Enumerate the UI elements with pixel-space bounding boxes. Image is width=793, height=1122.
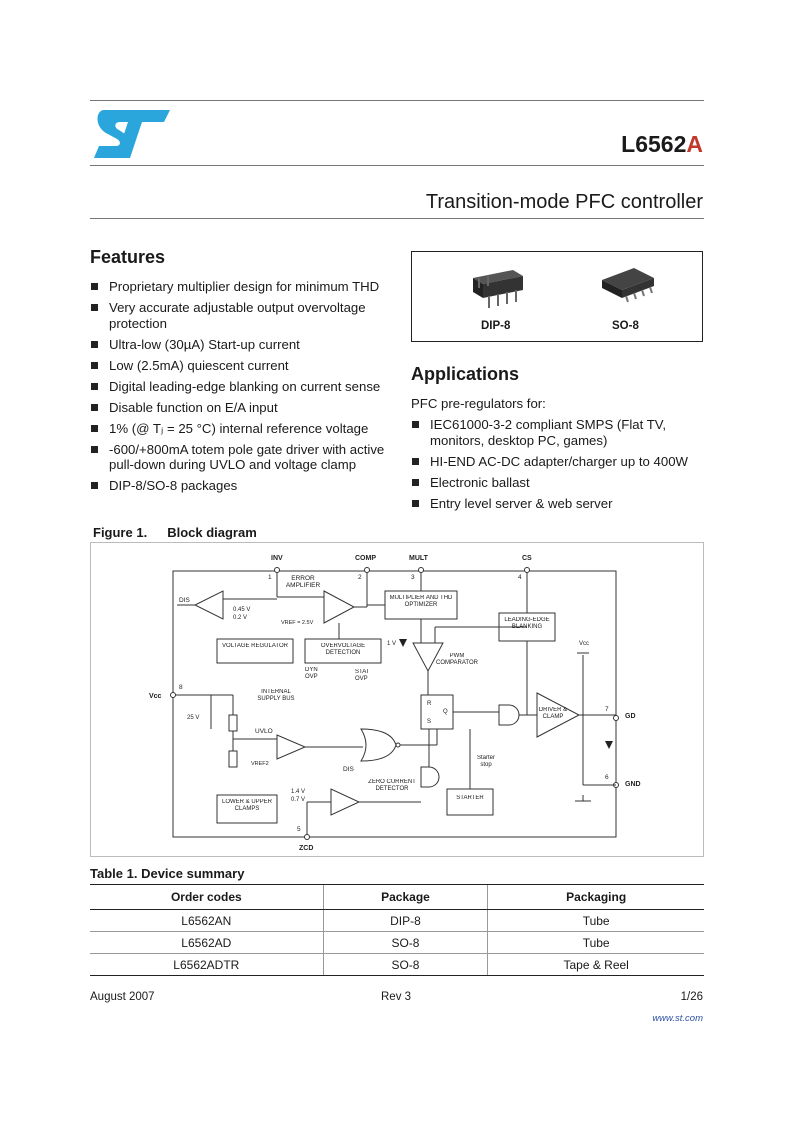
table-cell: Tube — [488, 932, 704, 954]
table-cell: Tape & Reel — [488, 954, 704, 976]
footer-page: 1/26 — [680, 991, 703, 1003]
pin-mult-label: MULT — [409, 555, 428, 562]
list-item: Low (2.5mA) quiescent current — [90, 358, 390, 374]
pin-number: 3 — [411, 574, 415, 581]
rs-flipflop — [421, 695, 453, 729]
pin-inv-label: INV — [271, 555, 283, 562]
uvlo-comparator — [277, 735, 305, 759]
dis-or-label: DIS — [343, 766, 354, 773]
vcc-internal-label: Vcc — [579, 641, 590, 647]
list-item: Very accurate adjustable output overvoltage protection — [90, 300, 390, 331]
applications-list — [411, 417, 704, 517]
resistor — [229, 751, 237, 767]
table-cell: SO-8 — [323, 932, 488, 954]
pin-number: 2 — [358, 574, 362, 581]
list-item: Electronic ballast — [411, 475, 704, 491]
st-logo — [92, 108, 172, 160]
pin-number: 5 — [297, 826, 301, 833]
table-header-row — [90, 885, 704, 910]
v02-label: 0.2 V — [233, 615, 248, 621]
part-number: L6562A — [621, 131, 703, 157]
pin-cs-label: CS — [522, 555, 532, 562]
flipflop-q-label: Q — [443, 709, 448, 715]
dip8-label: DIP-8 — [481, 320, 511, 332]
error-amp-label: ERROR AMPLIFIER — [285, 575, 321, 589]
table-row — [90, 954, 704, 976]
table-cell: L6562AD — [90, 932, 323, 954]
pin-inv — [275, 568, 280, 573]
pin-comp — [365, 568, 370, 573]
features-list — [90, 279, 390, 499]
table-row — [90, 932, 704, 954]
dis-label: DIS — [179, 597, 190, 604]
block-diagram-frame — [90, 542, 704, 857]
table-cell: L6562ADTR — [90, 954, 323, 976]
v1-label: 1 V — [387, 641, 397, 647]
stat-ovp-label: STAT OVP — [355, 669, 370, 682]
table-cell: DIP-8 — [323, 910, 488, 932]
features-title: Features — [90, 247, 166, 267]
vref2-label: VREF2 — [251, 761, 269, 767]
or-gate-bubble — [396, 743, 400, 747]
device-summary-table — [90, 884, 704, 976]
flipflop-r-label: R — [427, 701, 432, 707]
flipflop-s-label: S — [427, 719, 432, 725]
list-item: Digital leading-edge blanking on current sense — [90, 379, 390, 395]
pin-gnd-label: GND — [625, 781, 641, 788]
table-cell: L6562AN — [90, 910, 323, 932]
voltage-regulator-label: VOLTAGE REGULATOR — [222, 643, 288, 649]
doc-subtitle: Transition-mode PFC controller — [425, 191, 703, 213]
vref-label: VREF = 2.5V — [281, 620, 314, 626]
or-gate — [361, 729, 396, 761]
pin-zcd — [305, 835, 310, 840]
list-item: Ultra-low (30µA) Start-up current — [90, 337, 390, 353]
column-header: Package — [323, 885, 488, 910]
website-link[interactable]: www.st.com — [652, 1013, 703, 1024]
pin-gd — [614, 716, 619, 721]
pin-vcc-label: Vcc — [149, 693, 162, 700]
list-item: DIP-8/SO-8 packages — [90, 478, 390, 494]
pin-number: 4 — [518, 574, 522, 581]
resistor — [229, 715, 237, 731]
v045-label: 0.45 V — [233, 607, 251, 613]
block-diagram — [91, 543, 703, 856]
clamps-label: LOWER & UPPER CLAMPS — [221, 799, 272, 812]
column-header: Packaging — [488, 885, 704, 910]
header-rule — [90, 165, 704, 166]
pin-zcd-label: ZCD — [299, 845, 314, 852]
pin-mult — [419, 568, 424, 573]
v25-label: 25 V — [187, 715, 200, 721]
pin-vcc — [171, 693, 176, 698]
internal-bus-label: INTERNAL SUPPLY BUS — [257, 689, 295, 702]
list-item: 1% (@ Tⱼ = 25 °C) internal reference voltage — [90, 421, 390, 437]
list-item: IEC61000-3-2 compliant SMPS (Flat TV, monitors, desktop PC, games) — [411, 417, 704, 448]
pin-number: 6 — [605, 774, 609, 781]
column-header: Order codes — [90, 885, 323, 910]
pin-cs — [525, 568, 530, 573]
leb-label: LEADING-EDGE BLANKING — [504, 617, 550, 630]
applications-title: Applications — [411, 364, 520, 384]
error-amplifier — [324, 591, 354, 623]
so8-label: SO-8 — [612, 320, 639, 332]
pin-comp-label: COMP — [355, 555, 376, 562]
figure-title: Figure 1. Block diagram — [93, 525, 257, 540]
starter-stop-label: Starter stop — [476, 755, 495, 768]
list-item: Disable function on E/A input — [90, 400, 390, 416]
driver-label: DRIVER & CLAMP — [538, 707, 568, 720]
pin-number: 7 — [605, 706, 609, 713]
list-item: HI-END AC-DC adapter/charger up to 400W — [411, 454, 704, 470]
uvlo-label: UVLO — [255, 728, 273, 735]
dyn-ovp-label: DYN OVP — [305, 667, 318, 680]
table-title: Table 1. Device summary — [90, 866, 245, 881]
subtitle-rule — [90, 218, 704, 219]
footer-rev: Rev 3 — [381, 991, 412, 1003]
disable-comparator — [195, 591, 223, 619]
and-gate — [499, 705, 519, 725]
package-box — [411, 251, 703, 342]
footer-date: August 2007 — [90, 991, 155, 1003]
list-item: -600/+800mA totem pole gate driver with active pull-down during UVLO and voltage clamp — [90, 442, 390, 473]
ovp-label: OVERVOLTAGE DETECTION — [320, 643, 366, 656]
starter-label: STARTER — [456, 795, 484, 801]
list-item: Proprietary multiplier design for minimum THD — [90, 279, 390, 295]
zcd-comparator — [331, 789, 359, 815]
list-item: Entry level server & web server — [411, 496, 704, 512]
body-diode — [605, 741, 613, 749]
table-cell: Tube — [488, 910, 704, 932]
applications-intro: PFC pre-regulators for: — [411, 396, 546, 411]
zener-diode — [399, 639, 407, 647]
v07-label: 0.7 V — [291, 797, 306, 803]
top-rule — [90, 100, 704, 101]
multiplier-label: MULTIPLIER AND THD OPTIMIZER — [389, 595, 453, 608]
pin-gd-label: GD — [625, 713, 636, 720]
zcd-label: ZERO CURRENT DETECTOR — [368, 779, 416, 792]
table-row — [90, 910, 704, 932]
table-cell: SO-8 — [323, 954, 488, 976]
pin-number: 1 — [268, 574, 272, 581]
v14-label: 1.4 V — [291, 789, 306, 795]
dip8-chip-image — [467, 264, 527, 312]
pin-number: 8 — [179, 684, 183, 691]
pwm-label: PWM COMPARATOR — [435, 653, 478, 666]
so8-chip-image — [598, 264, 658, 308]
